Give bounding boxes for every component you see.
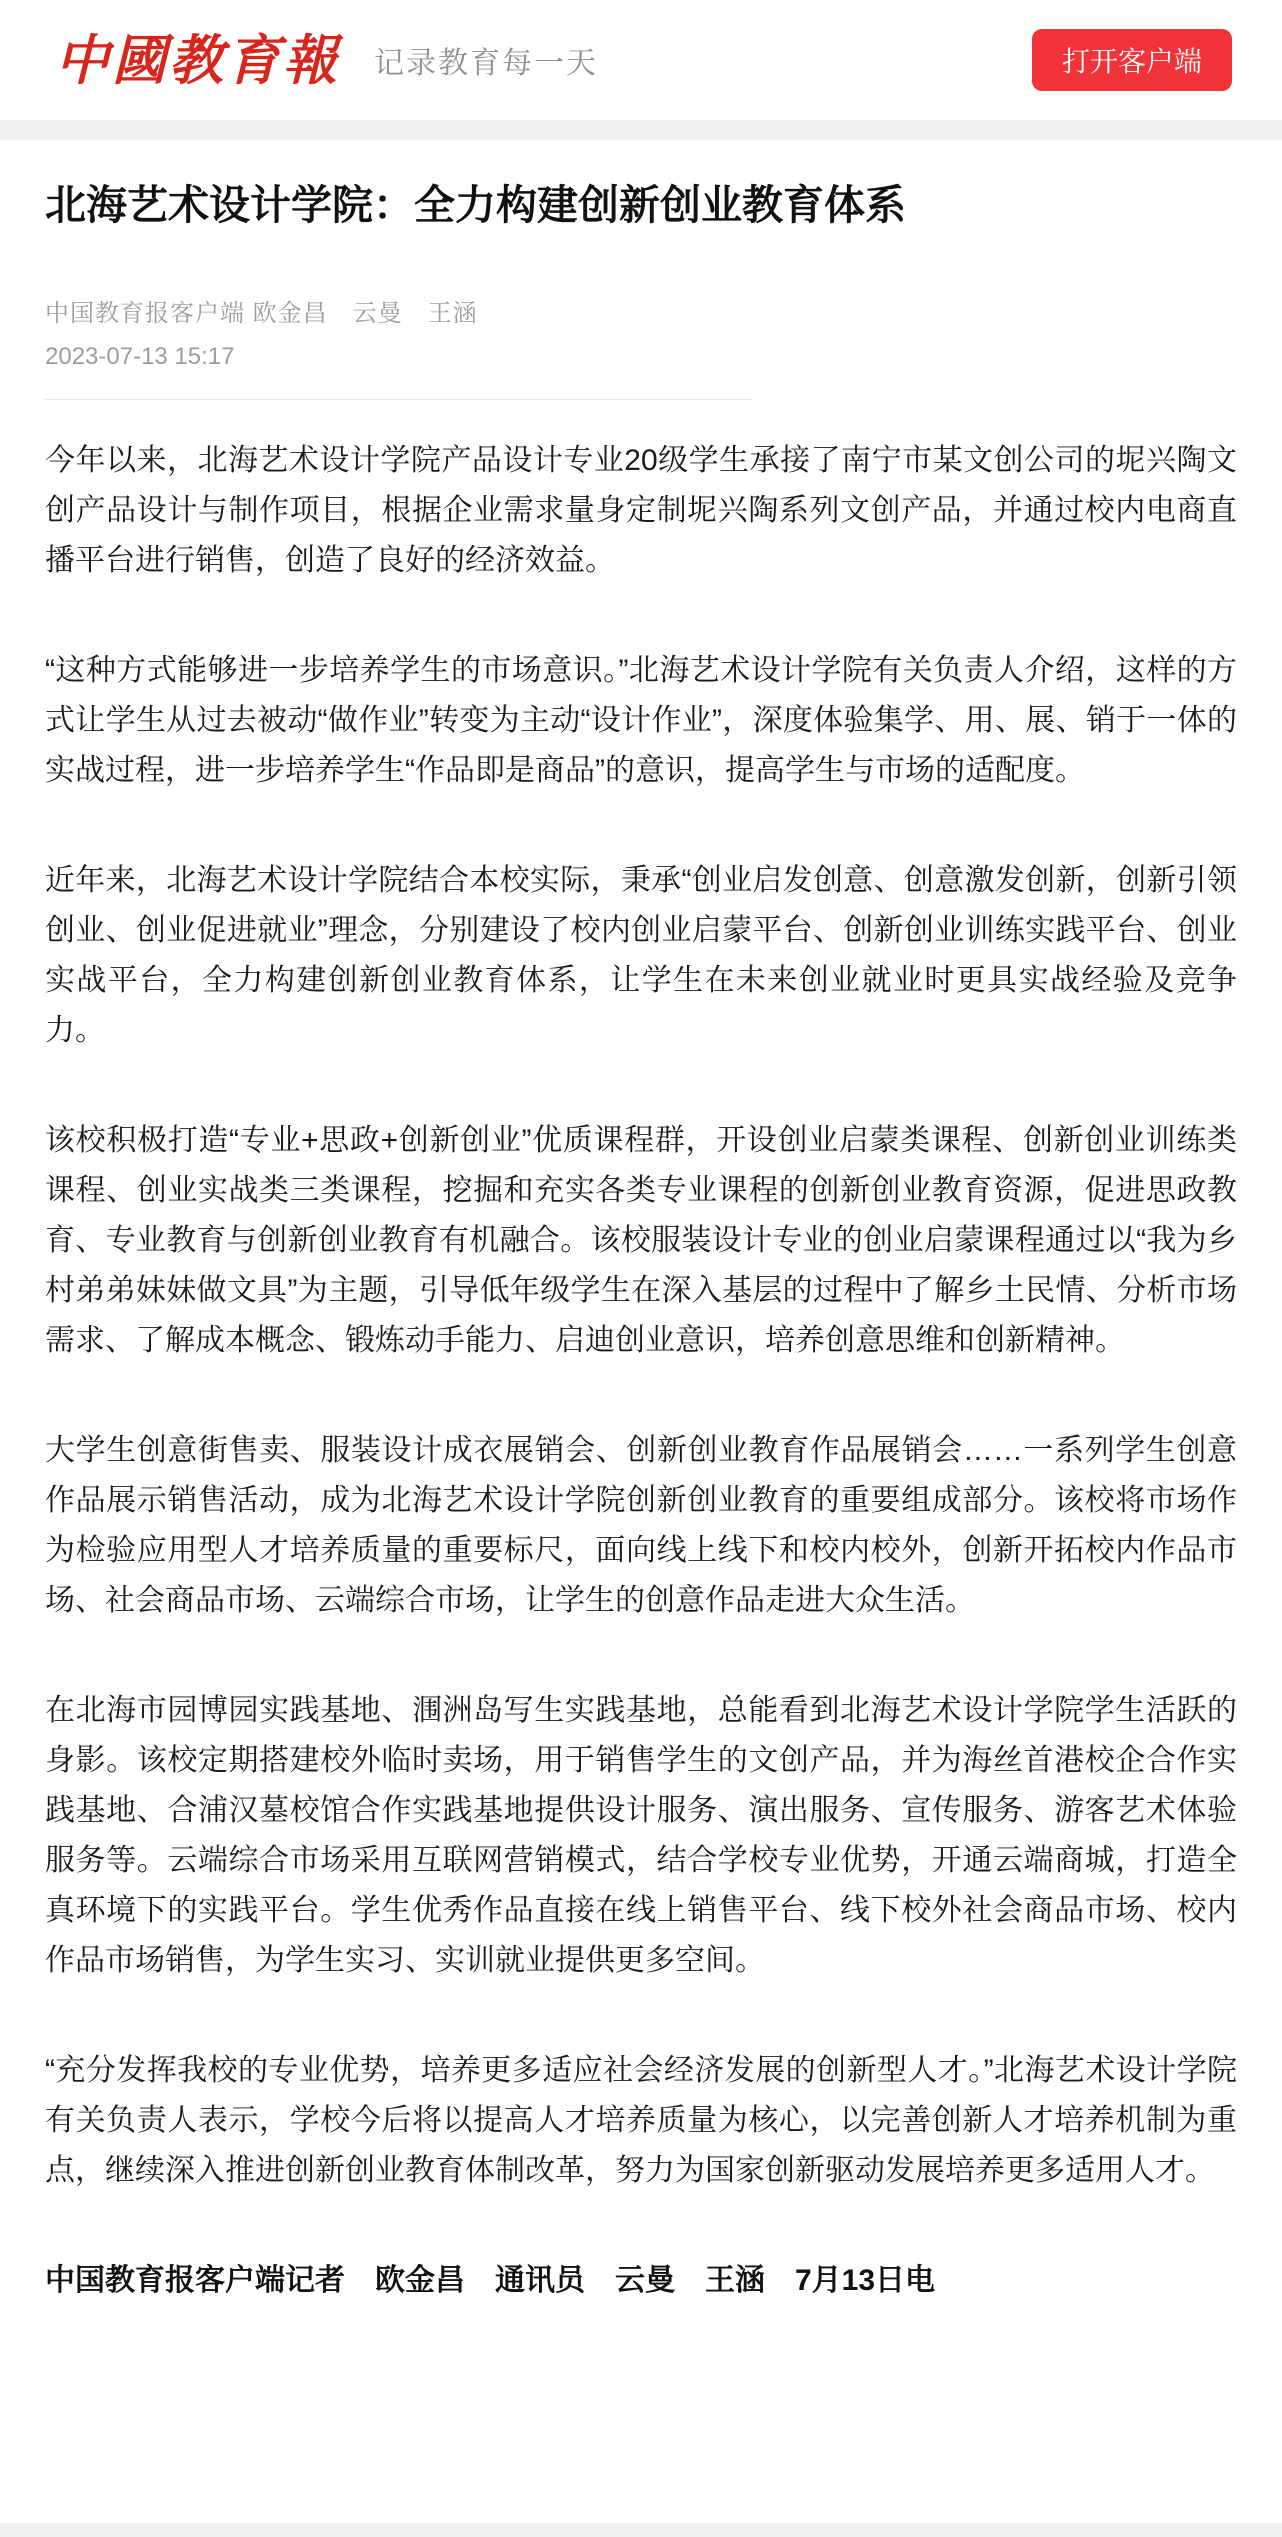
article-paragraph: 近年来，北海艺术设计学院结合本校实际，秉承“创业启发创意、创意激发创新，创新引领创业、创业促进就业”理念，分别建设了校内创业启蒙平台、创新创业训练实践平台、创业实战平台，全力构建创新创业教育体系，让学生在未来创业就业时更具实战经验及竞争力。 bbox=[45, 864, 1237, 1048]
article-body bbox=[45, 436, 1237, 2196]
article-paragraph: 该校积极打造“专业+思政+创新创业”优质课程群，开设创业启蒙类课程、创新创业训练类课程、创业实战类三类课程，挖掘和充实各类专业课程的创新创业教育资源，促进思政教育、专业教育与创新创业教育有机融合。该校服装设计专业的创业启蒙课程通过以“我为乡村弟弟妹妹做文具”为主题，引导低年级学生在深入基层的过程中了解乡土民情、分析市场需求、了解成本概念、锻炼动手能力、启迪创业意识，培养创意思维和创新精神。 bbox=[45, 1124, 1237, 1358]
article-paragraph: 今年以来，北海艺术设计学院产品设计专业20级学生承接了南宁市某文创公司的坭兴陶文创产品设计与制作项目，根据企业需求量身定制坭兴陶系列文创产品，并通过校内电商直播平台进行销售，创造了良好的经济效益。 bbox=[45, 444, 1237, 578]
signature-line: 中国教育报客户端记者 欧金昌 通讯员 云曼 王涵 7月13日电 bbox=[45, 2264, 936, 2298]
page-title: 北海艺术设计学院：全力构建创新创业教育体系 bbox=[45, 182, 906, 228]
open-app-button[interactable]: 打开客户端 bbox=[1032, 29, 1232, 91]
byline: 中国教育报客户端 欧金昌 云曼 王涵 bbox=[45, 300, 478, 328]
masthead-tagline: 记录教育每一天 bbox=[374, 47, 598, 80]
bottom-band bbox=[0, 2523, 1282, 2537]
header bbox=[0, 0, 1282, 120]
meta-divider bbox=[45, 399, 752, 400]
article-paragraph: 在北海市园博园实践基地、涠洲岛写生实践基地，总能看到北海艺术设计学院学生活跃的身影。该校定期搭建校外临时卖场，用于销售学生的文创产品，并为海丝首港校企合作实践基地、合浦汉墓校馆合作实践基地提供设计服务、演出服务、宣传服务、游客艺术体验服务等。云端综合市场采用互联网营销模式，结合学校专业优势，开通云端商城，打造全真环境下的实践平台。学生优秀作品直接在线上销售平台、线下校外社会商品市场、校内作品市场销售，为学生实习、实训就业提供更多空间。 bbox=[45, 1694, 1237, 1978]
article-container bbox=[0, 178, 1282, 2306]
article-paragraph: “这种方式能够进一步培养学生的市场意识。”北海艺术设计学院有关负责人介绍，这样的方式让学生从过去被动“做作业”转变为主动“设计作业”，深度体验集学、用、展、销于一体的实战过程，进一步培养学生“作品即是商品”的意识，提高学生与市场的适配度。 bbox=[45, 654, 1237, 788]
article-paragraph: 大学生创意街售卖、服装设计成衣展销会、创新创业教育作品展销会……一系列学生创意作品展示销售活动，成为北海艺术设计学院创新创业教育的重要组成部分。该校将市场作为检验应用型人才培养质量的重要标尺，面向线上线下和校内校外，创新开拓校内作品市场、社会商品市场、云端综合市场，让学生的创意作品走进大众生活。 bbox=[45, 1434, 1237, 1618]
header-separator-band bbox=[0, 120, 1282, 140]
publish-time: 2023-07-13 15:17 bbox=[45, 343, 235, 371]
article-paragraph: “充分发挥我校的专业优势，培养更多适应社会经济发展的创新型人才。”北海艺术设计学院有关负责人表示，学校今后将以提高人才培养质量为核心，以完善创新人才培养机制为重点，继续深入推进创新创业教育体制改革，努力为国家创新驱动发展培养更多适用人才。 bbox=[45, 2054, 1237, 2188]
masthead-logo: 中國教育報 bbox=[55, 28, 340, 92]
